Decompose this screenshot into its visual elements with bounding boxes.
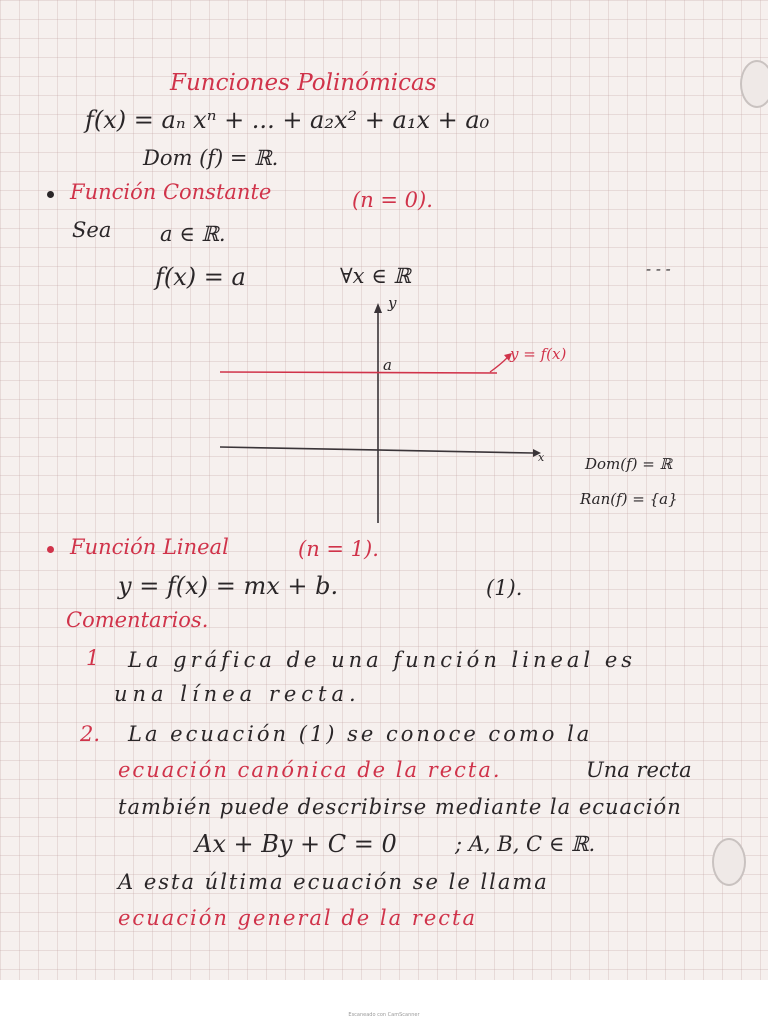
dashes-mark: - - - [646,260,671,278]
comment-2-continuation: Una recta [586,758,692,782]
scanner-watermark: Escaneado con CamScanner [348,1012,420,1018]
dom-label: Dom(f) = ℝ [585,455,673,473]
comment-2-line-5: A esta última ecuación se le llama [118,870,549,894]
comment-2-general: ecuación general de la recta [118,906,477,930]
sea-label: Sea [72,218,112,242]
comment-2-line-3: también puede describirse mediante la ecuación [118,795,682,819]
constant-formula: f(x) = a [155,263,246,291]
comment-2-line-1: La ecuación (1) se conoce como la [128,722,593,746]
general-equation: Ax + By + C = 0 [195,830,397,858]
general-formula: f(x) = aₙ xⁿ + ... + a₂x² + a₁x + a₀ [85,106,490,134]
section-linear-heading: Función Lineal [70,535,229,559]
y-axis-arrow [374,303,382,313]
page-title: Funciones Polinómicas [170,70,437,96]
section-constant-heading: Función Constante [70,180,272,204]
section-constant-condition: (n = 0). [352,188,433,212]
linear-formula: y = f(x) = mx + b. [118,572,339,600]
curve-label: y = f(x) [510,345,567,363]
section-linear-condition: (n = 1). [298,537,379,561]
comment-1-number: 1 [86,646,100,670]
comment-2-canonical: ecuación canónica de la recta. [118,758,502,782]
constant-line [220,372,497,373]
y-axis-label: y [388,294,397,312]
bullet-constant [47,191,54,198]
page-hole-bottom [712,838,746,886]
equation-number: (1). [486,576,523,600]
comments-heading: Comentarios. [66,608,209,632]
constant-function-graph [215,295,545,525]
constant-formula-domain: ∀x ∈ ℝ [340,264,411,288]
domain-statement: Dom (f) = ℝ. [143,146,279,170]
comment-1-line-1: La gráfica de una función lineal es [128,648,637,672]
ran-label: Ran(f) = {a} [580,490,678,508]
sea-condition: a ∈ ℝ. [160,222,226,246]
page-hole-top [740,60,768,108]
curve-pointer-arrow [490,357,508,372]
bullet-linear [47,546,54,553]
x-axis [220,447,533,453]
comment-2-number: 2. [80,722,101,746]
point-a-label: a [383,356,392,374]
comment-1-line-2: una línea recta. [114,682,361,706]
x-axis-label: x [538,451,545,464]
general-equation-condition: ; A, B, C ∈ ℝ. [455,832,596,856]
